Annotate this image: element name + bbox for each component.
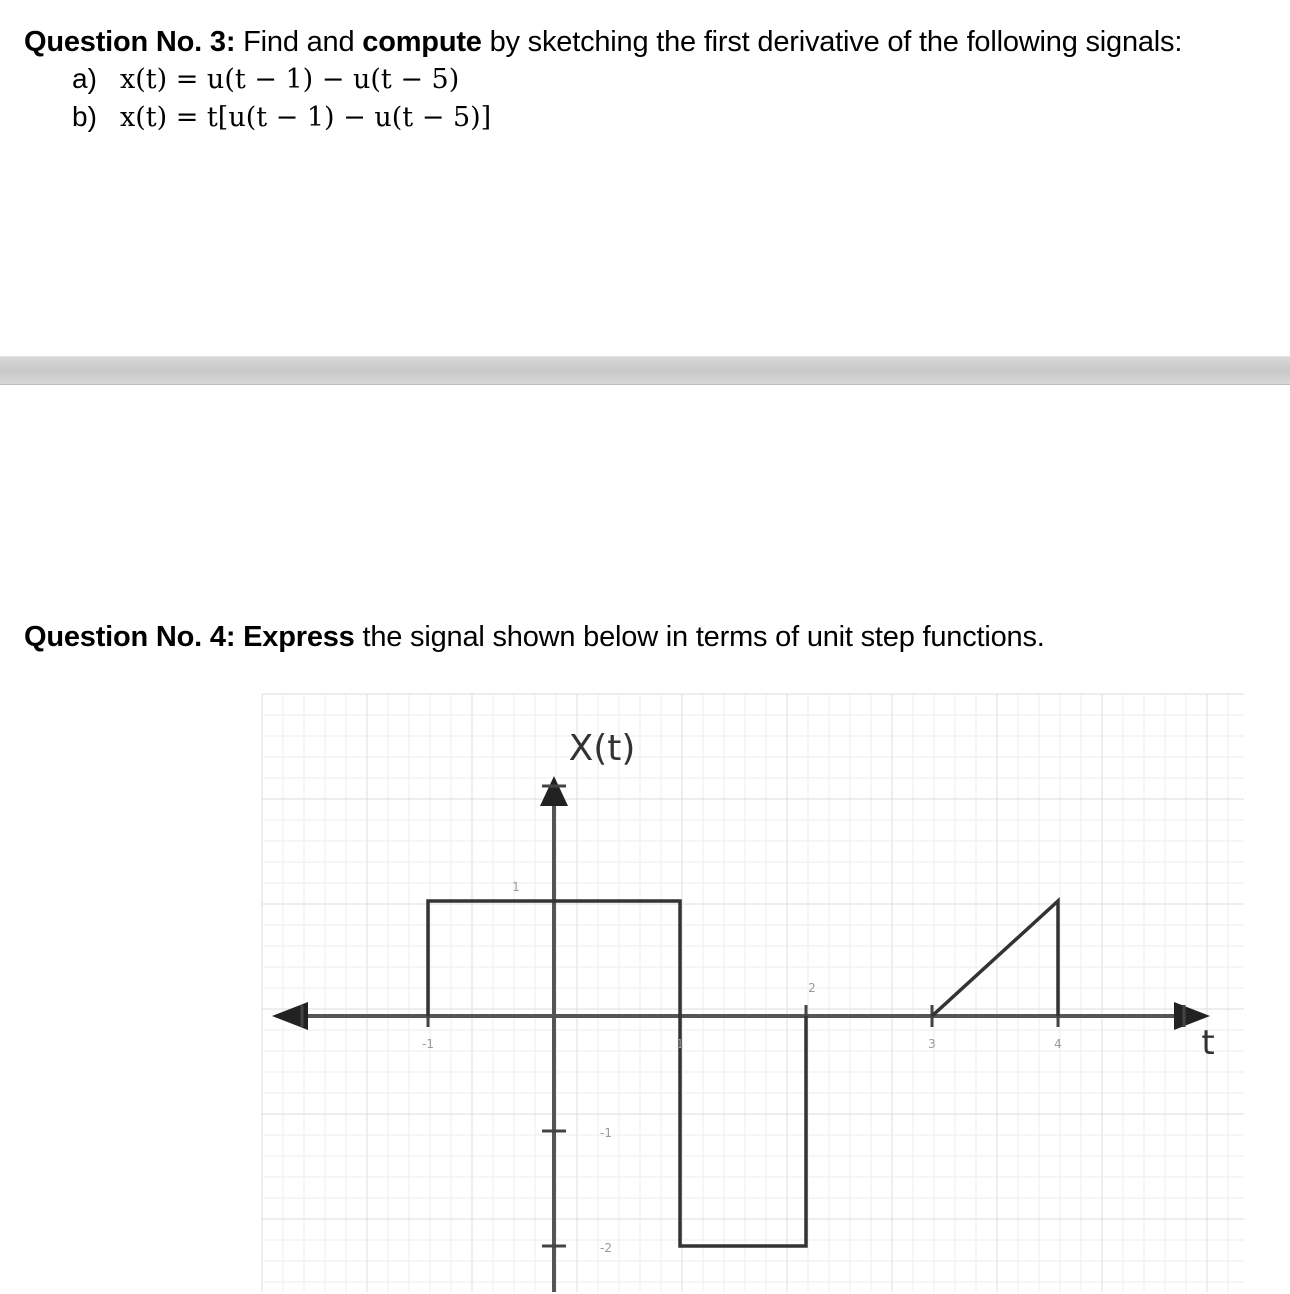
question-3-text-1: Find and [235, 26, 363, 58]
question-4-emphasis: Express [243, 621, 355, 653]
signal-plot [428, 901, 1058, 1246]
question-4-number: Question No. 4: [24, 621, 236, 653]
y-axis-arrow [540, 776, 568, 806]
x-tick-label: 3 [928, 1037, 936, 1051]
axes [272, 776, 1210, 1292]
x-axis-label: t [1201, 1023, 1215, 1063]
question-4-text: the signal shown below in terms of unit step functions. [354, 621, 1045, 653]
item-a-expression: x(t) = u(t − 1) − u(t − 5) [120, 64, 460, 95]
y-tick-label: 1 [512, 880, 520, 894]
chart-title: X(t) [568, 728, 636, 769]
x-tick-label: 4 [1054, 1037, 1062, 1051]
x-tick-label: -1 [422, 1037, 434, 1051]
item-b-label: b) [72, 101, 97, 132]
chart-labels [422, 728, 1215, 1255]
grid [262, 694, 1244, 1292]
y-tick-label: -2 [600, 1241, 612, 1255]
question-3-text-2: by sketching the first derivative of the following signals: [481, 26, 1183, 58]
item-a-label: a) [72, 63, 97, 94]
y-tick-label: 2 [808, 981, 816, 995]
item-b-expression: x(t) = t[u(t − 1) − u(t − 5)] [120, 102, 492, 133]
question-3-emphasis: compute [362, 26, 482, 58]
x-tick-label: 1 [676, 1037, 684, 1051]
y-tick-label: -1 [600, 1126, 612, 1140]
question-3-number: Question No. 3: [24, 26, 236, 58]
